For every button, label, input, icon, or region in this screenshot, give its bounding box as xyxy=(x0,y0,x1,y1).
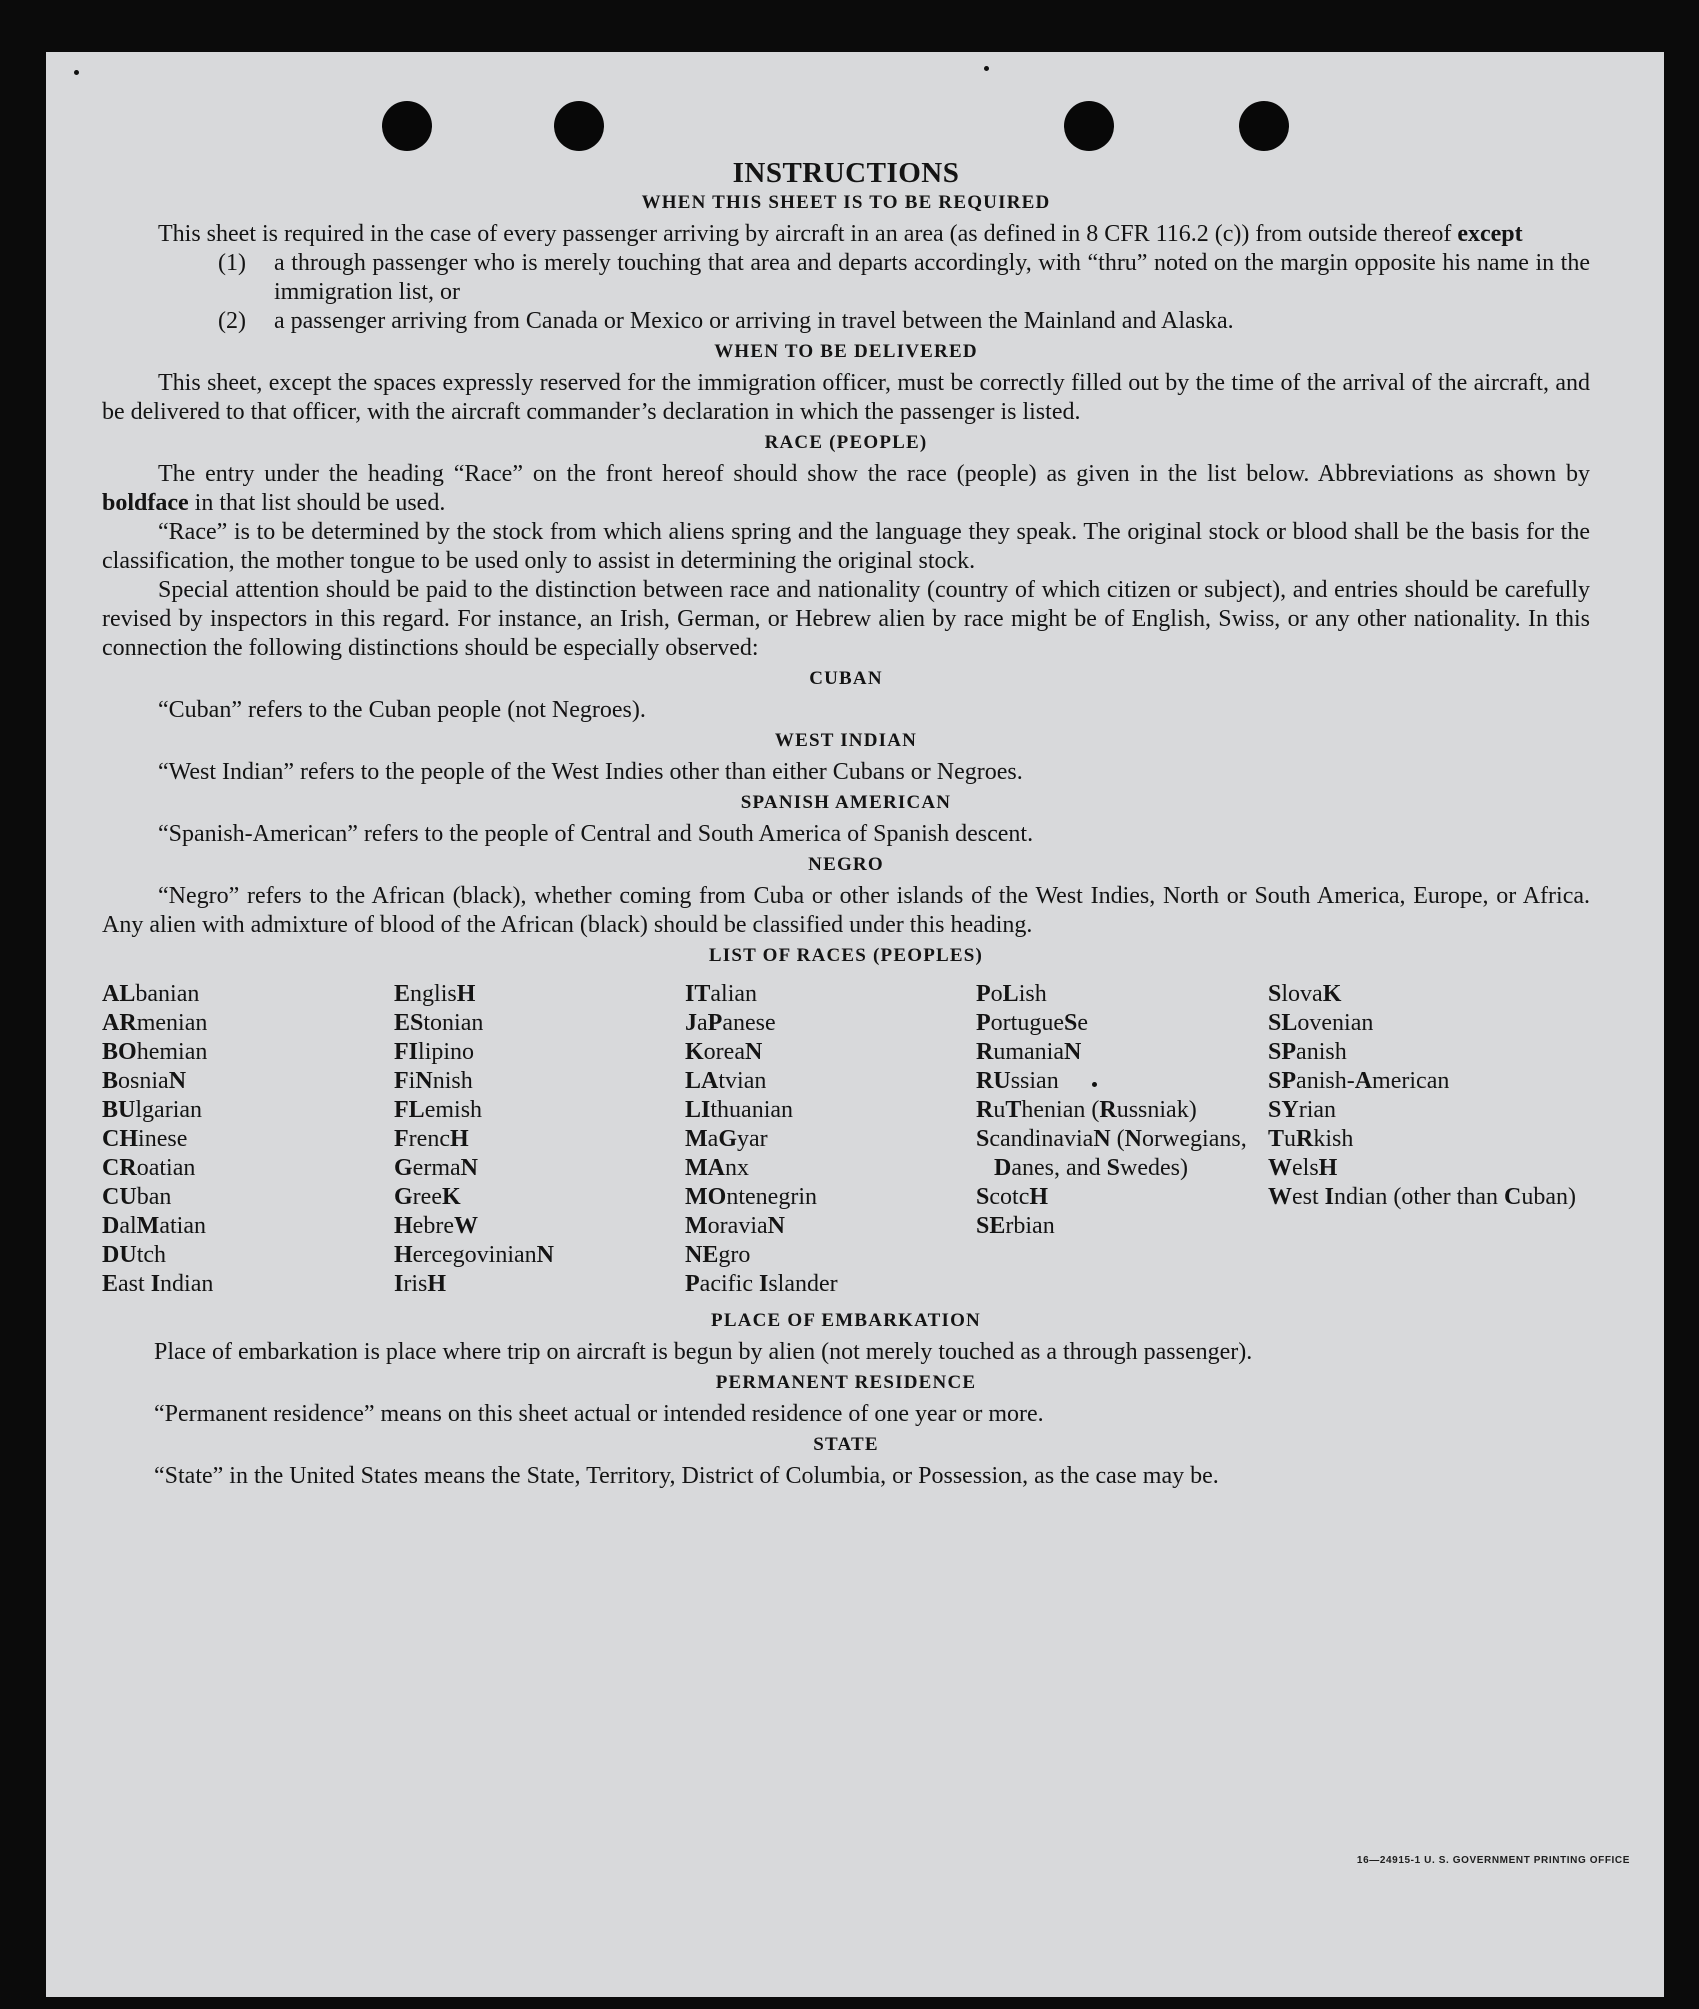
required-except: except xyxy=(1457,221,1523,247)
item-number: (2) xyxy=(218,308,246,334)
race-entry: ARmenian xyxy=(102,1010,208,1036)
heading-west-indian: WEST INDIAN xyxy=(774,730,918,751)
race-entry: BOhemian xyxy=(102,1039,208,1065)
race-entry: RUssian xyxy=(976,1068,1059,1094)
required-item-1 xyxy=(102,249,1590,307)
race-entry: BUlgarian xyxy=(102,1097,203,1123)
race-entry: MOntenegrin xyxy=(685,1184,817,1210)
race-paragraph-2: “Race” is to be determined by the stock from which aliens spring and the language they speak. The original stock or blood shall be the basis for the classification, the mother tongue to be used only to assist in determining the original stock. xyxy=(102,519,1590,574)
delivered-text: This sheet, except the spaces expressly reserved for the immigration officer, must be correctly filled out by the time of the arrival of the aircraft, and be delivered to that officer, with the aircraft commander’s declaration in which the passenger is listed. xyxy=(102,370,1590,425)
race-entry: MaGyar xyxy=(685,1126,768,1152)
punch-hole xyxy=(1239,101,1289,151)
race-entry: JaPanese xyxy=(685,1010,776,1036)
race-column xyxy=(394,980,685,1299)
race-entry: KoreaN xyxy=(685,1039,763,1065)
page-title: INSTRUCTIONS xyxy=(732,157,960,189)
race-paragraph-3: Special attention should be paid to the distinction between race and nationality (country of which citizen or subject), and entries should be carefully revised by inspectors in this regard. For instance, an Irish, German, or Hebrew alien by race might be of English, Swiss, or any other nationality. In this connection the following distinctions should be especially observed: xyxy=(102,577,1590,661)
race-entry: ITalian xyxy=(685,981,758,1007)
embarkation-text: Place of embarkation is place where trip on aircraft is begun by alien (not merely touched as a through passenger). xyxy=(154,1339,1253,1365)
heading-negro: NEGRO xyxy=(808,854,884,875)
heading-spanish-american: SPANISH AMERICAN xyxy=(740,792,952,813)
race-entry: FLemish xyxy=(394,1097,483,1123)
race-entry: IrisH xyxy=(394,1271,447,1297)
race-entry: SYrian xyxy=(1268,1097,1337,1123)
race-entry: CHinese xyxy=(102,1126,188,1152)
item-text: a through passenger who is merely touching that area and departs accordingly, with “thru” noted on the margin opposite his name in the immigration list, or xyxy=(274,250,1590,305)
race-entry: MoraviaN xyxy=(685,1213,785,1239)
heading-residence: PERMANENT RESIDENCE xyxy=(715,1372,977,1393)
document-page xyxy=(46,52,1664,1997)
race-entry: CRoatian xyxy=(102,1155,196,1181)
cuban-text: “Cuban” refers to the Cuban people (not Negroes). xyxy=(158,697,646,723)
race-entry: MAnx xyxy=(685,1155,749,1181)
state-text: “State” in the United States means the State, Territory, District of Columbia, or Possession, as the case may be. xyxy=(154,1463,1219,1489)
race-entry: FrencH xyxy=(394,1126,469,1152)
race-entry: WelsH xyxy=(1268,1155,1338,1181)
heading-embarkation: PLACE OF EMBARKATION xyxy=(711,1310,981,1331)
race-entry: TuRkish xyxy=(1268,1126,1354,1152)
race-entry: PoLish xyxy=(976,981,1047,1007)
heading-state: STATE xyxy=(813,1434,879,1455)
heading-required: WHEN THIS SHEET IS TO BE REQUIRED xyxy=(641,192,1051,213)
race-entry: CUban xyxy=(102,1184,172,1210)
speck xyxy=(984,66,989,71)
race-entry: LAtvian xyxy=(685,1068,767,1094)
race-entry: RuThenian (Russniak) xyxy=(976,1097,1197,1123)
race-column xyxy=(102,980,394,1299)
race-paragraph-1 xyxy=(102,460,1590,518)
race-entry: LIthuanian xyxy=(685,1097,794,1123)
race-entry: HebreW xyxy=(394,1213,478,1239)
spanish-american-text: “Spanish-American” refers to the people of Central and South America of Spanish descent. xyxy=(158,821,1034,847)
race-entry: DalMatian xyxy=(102,1213,206,1239)
race-entry: PortugueSe xyxy=(976,1010,1089,1036)
item-number: (1) xyxy=(218,250,246,276)
race-entry: SlovaK xyxy=(1268,981,1342,1007)
race-column xyxy=(1268,980,1590,1299)
race-entry: NEgro xyxy=(685,1242,751,1268)
race-entry: SLovenian xyxy=(1268,1010,1374,1036)
negro-text: “Negro” refers to the African (black), whether coming from Cuba or other islands of the West Indies, North or South America, Europe, or Africa. Any alien with admixture of blood of the African (black) should be classified under this heading. xyxy=(102,883,1590,938)
race-p1-bold: boldface xyxy=(102,490,189,516)
race-column xyxy=(976,980,1268,1299)
instructions-body xyxy=(102,155,1590,1491)
race-entry: BosniaN xyxy=(102,1068,187,1094)
race-entry: ScandinaviaN (Norwegians, Danes, and Swedes) xyxy=(976,1126,1247,1181)
race-entry: East Indian xyxy=(102,1271,214,1297)
race-entry: ScotcH xyxy=(976,1184,1049,1210)
required-item-2 xyxy=(102,307,1590,336)
race-entry: SErbian xyxy=(976,1213,1055,1239)
race-entry: GermaN xyxy=(394,1155,478,1181)
race-p1-end: in that list should be used. xyxy=(194,490,446,516)
race-entry: FIlipino xyxy=(394,1039,475,1065)
race-entry: Pacific Islander xyxy=(685,1271,838,1297)
race-entry: RumaniaN xyxy=(976,1039,1082,1065)
race-entry: SPanish-American xyxy=(1268,1068,1450,1094)
race-entry: EnglisH xyxy=(394,981,476,1007)
race-entry: HercegovinianN xyxy=(394,1242,554,1268)
heading-list-of-races: LIST OF RACES (PEOPLES) xyxy=(708,945,984,966)
heading-cuban: CUBAN xyxy=(809,668,883,689)
speck xyxy=(74,70,79,75)
residence-text: “Permanent residence” means on this sheet actual or intended residence of one year or more. xyxy=(154,1401,1044,1427)
punch-hole xyxy=(1064,101,1114,151)
race-entry: GreeK xyxy=(394,1184,461,1210)
printing-office-code: 16—24915-1 U. S. GOVERNMENT PRINTING OFFICE xyxy=(1356,1855,1630,1866)
item-text: a passenger arriving from Canada or Mexico or arriving in travel between the Mainland and Alaska. xyxy=(274,308,1234,334)
race-entry: FiNnish xyxy=(394,1068,473,1094)
heading-race: RACE (PEOPLE) xyxy=(764,432,928,453)
race-entry: ALbanian xyxy=(102,981,200,1007)
required-intro-text: This sheet is required in the case of every passenger arriving by aircraft in an area (as defined in 8 CFR 116.2 (c)) from outside thereof xyxy=(158,221,1452,247)
race-entry: SPanish xyxy=(1268,1039,1347,1065)
punch-hole xyxy=(554,101,604,151)
race-p1-text: The entry under the heading “Race” on the front hereof should show the race (people) as given in the list below. Abbreviations as shown by xyxy=(158,461,1590,487)
punch-hole xyxy=(382,101,432,151)
west-indian-text: “West Indian” refers to the people of the West Indies other than either Cubans or Negroes. xyxy=(158,759,1023,785)
race-entry: EStonian xyxy=(394,1010,484,1036)
race-column xyxy=(685,980,976,1299)
heading-delivered: WHEN TO BE DELIVERED xyxy=(714,341,978,362)
required-intro xyxy=(102,220,1590,249)
race-entry: West Indian (other than Cuban) xyxy=(1268,1184,1576,1210)
race-entry: DUtch xyxy=(102,1242,167,1268)
race-list xyxy=(102,980,1590,1299)
